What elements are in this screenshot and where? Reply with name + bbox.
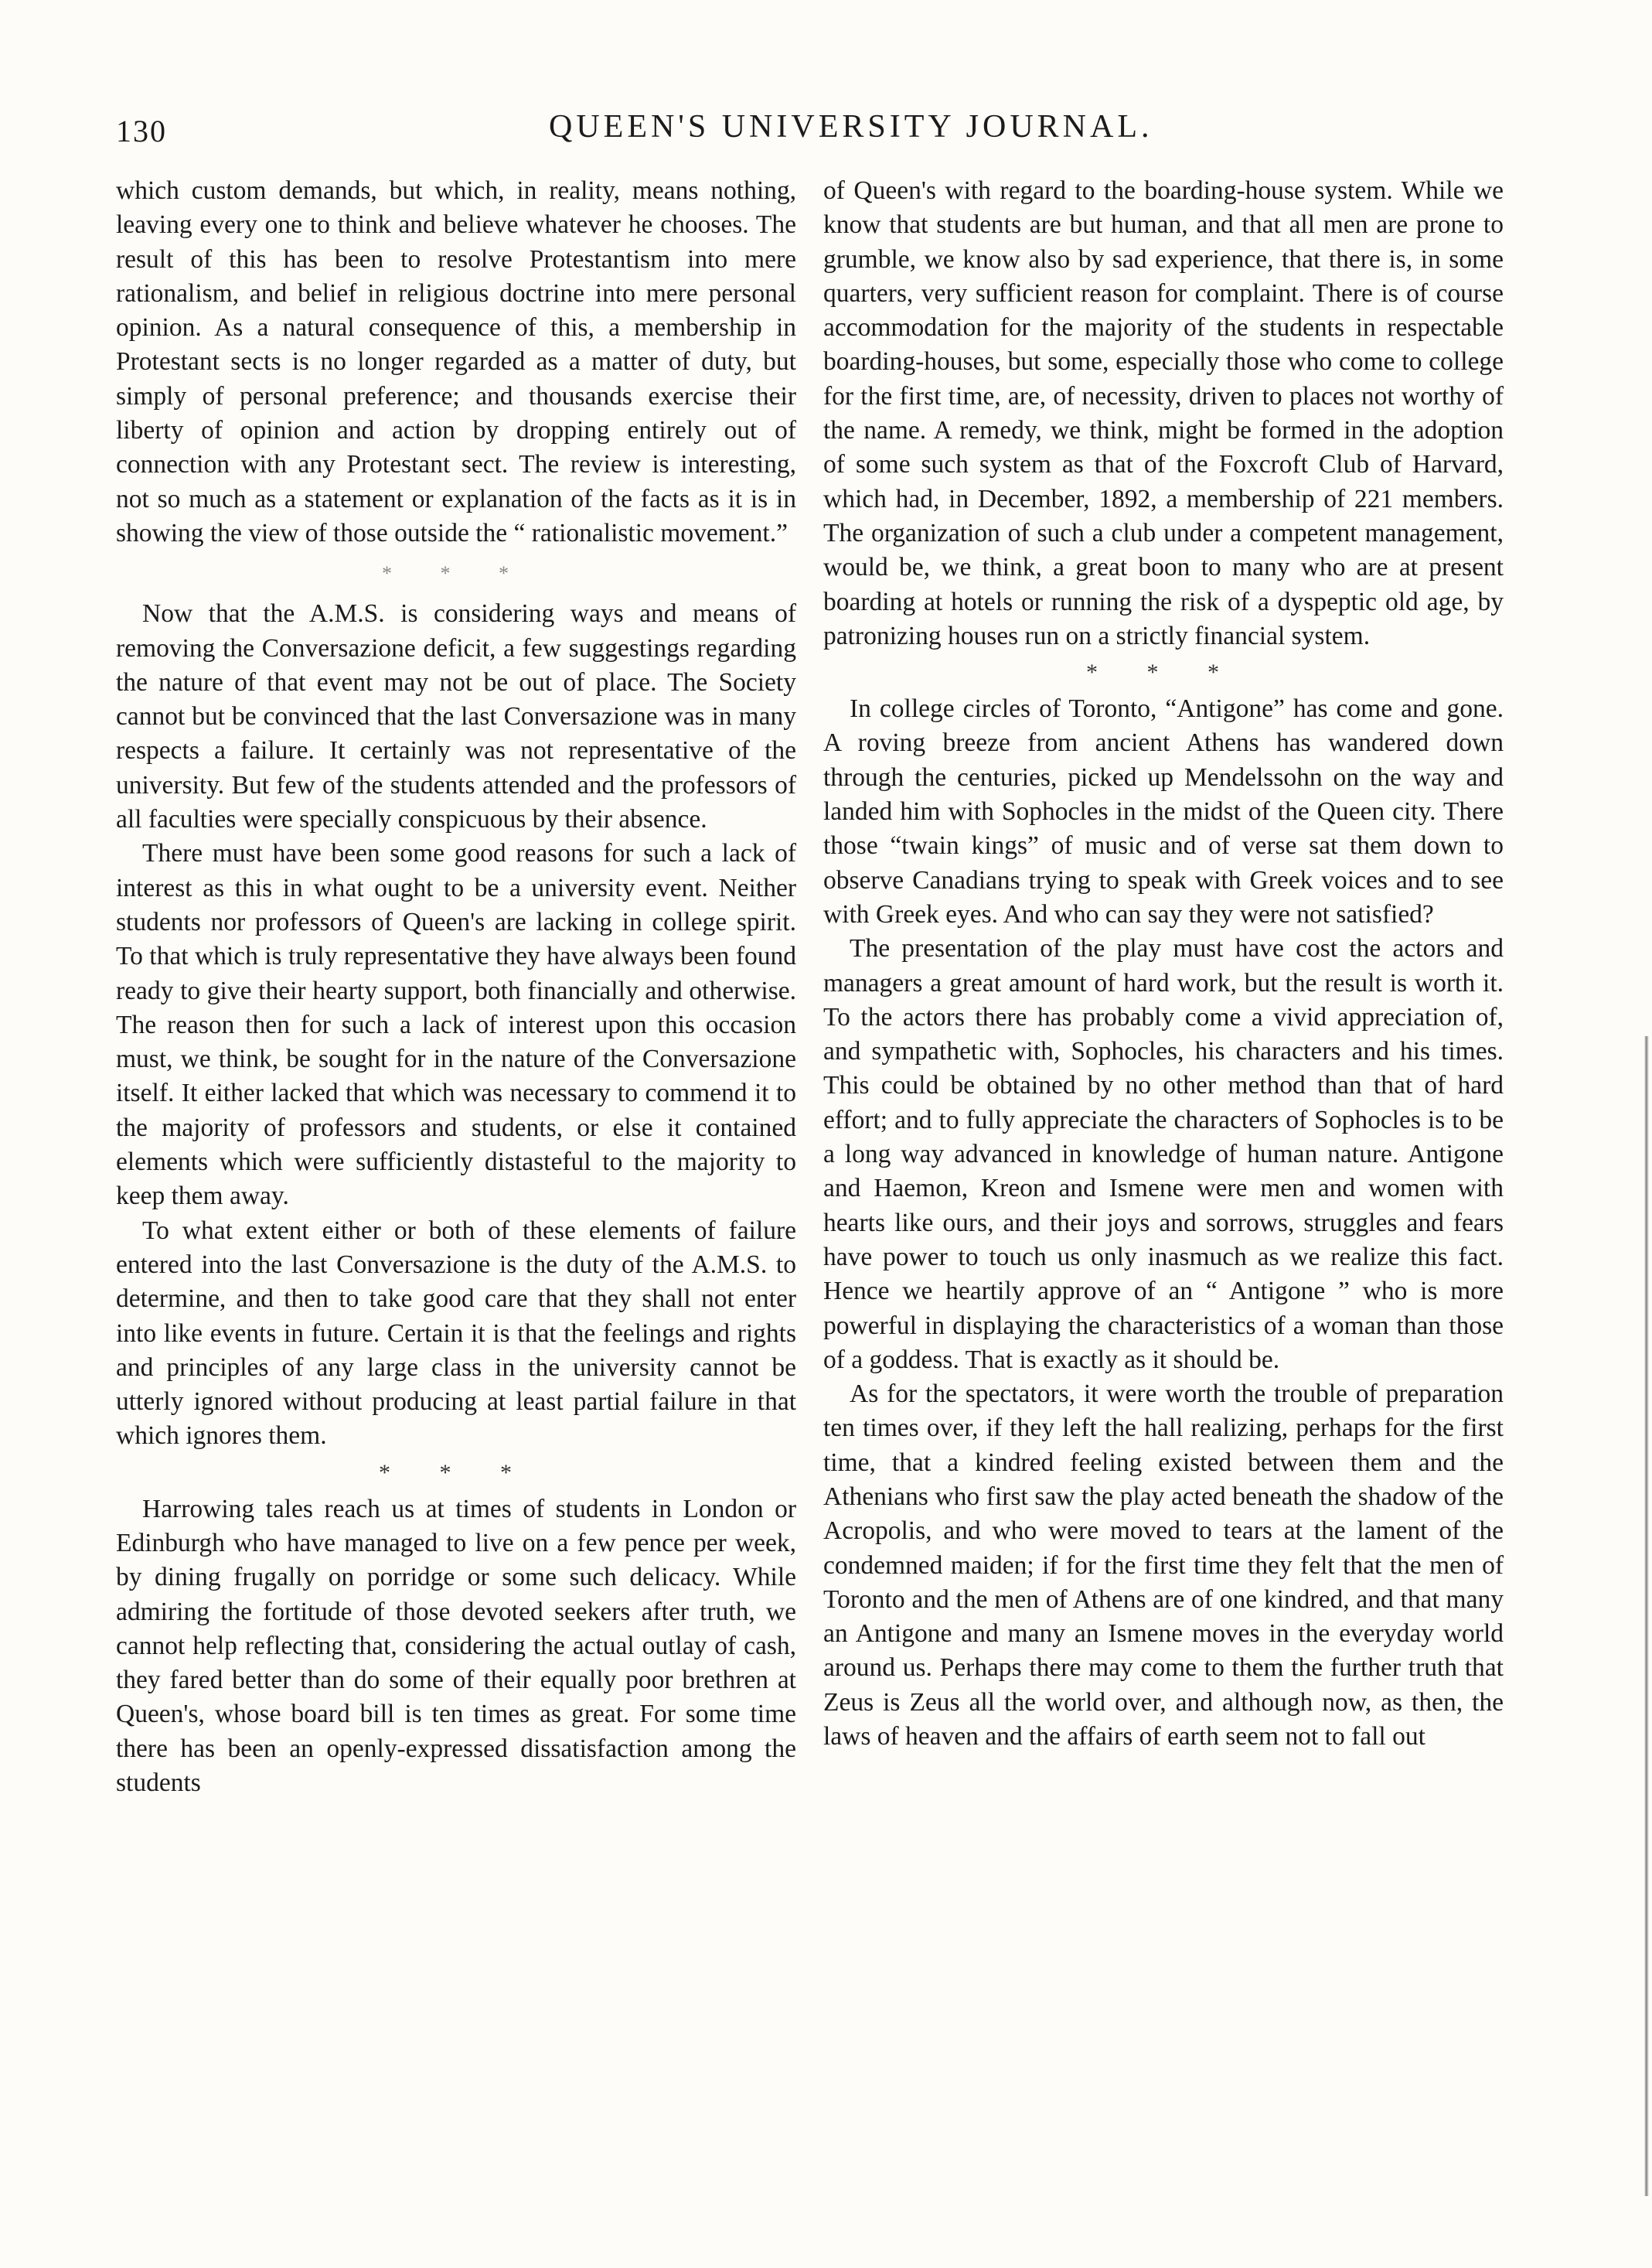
section-separator: * * *	[382, 562, 530, 585]
right-column	[823, 174, 1504, 1754]
paragraph-elements-of-failure: To what extent either or both of these elements of failure entered into the last Conversazione is the duty of the A.M.S. to determine, and then to take good care that they shall not enter into like events in future. Certain it is that the feelings and rights and principles of any large class in the university cannot be utterly ignored without producing at least partial failure in that which ignores them.	[116, 1216, 796, 1451]
page-header	[116, 108, 1531, 155]
paragraph-religion-review: which custom demands, but which, in reality, means nothing, leaving every one to think and believe whatever he chooses. The result of this has been to resolve Protestantism into mere rationalism, and belief in religious doctrine into mere personal opinion. As a natural consequence of this, a membership in Protestant sects is no longer regarded as a matter of duty, but simply of personal preference; and thousands exercise their liberty of opinion and action by dropping entirely out of connection with any Protestant sect. The review is interesting, not so much as a statement or explanation of the facts as it is in showing the view of those outside the “ rationalistic movement.”	[116, 176, 796, 547]
page-edge-shadow	[1644, 1036, 1649, 2196]
left-column	[116, 174, 796, 1800]
paragraph-antigone: In college circles of Toronto, “Antigone” has come and gone. A roving breeze from ancient Athens has wandered down through the centuries, picked up Mendelssohn on the way and landed him with Sophocles in the midst of the Queen city. There those “twain kings” of music and of verse sat them down to observe Canadians trying to speak with Greek voices and to see with Greek eyes. And who can say they were not satisfied?	[823, 694, 1504, 929]
section-separator: * * *	[379, 1459, 533, 1485]
paragraph-lack-of-interest: There must have been some good reasons for such a lack of interest as this in what ought to be a university event. Neither students nor professors of Queen's are lacking in college spirit. To that which is truly representative they have always been found ready to give their hearty support, both financially and otherwise. The reason then for such a lack of interest upon this occasion must, we think, be sought for in the nature of the Conversazione itself. It either lacked that which was necessary to commend it to the majority of professors and students, or else it contained elements which were sufficiently distasteful to the majority to keep them away.	[116, 839, 796, 1211]
section-separator: * * *	[1086, 660, 1241, 686]
page-number: 130	[116, 114, 167, 148]
paragraph-presentation: The presentation of the play must have cost the actors and managers a great amount of hard work, but the result is worth it. To the actors there has probably come a vivid appreciation of, and sympathetic with, Sophocles, his characters and his times. This could be obtained by no other method than that of hard effort; and to fully appreciate the characters of Sophocles is to be a long way advanced in knowledge of human nature. Antigone and Haemon, Kreon and Ismene were men and women with hearts like ours, and their joys and sorrows, struggles and fears have power to touch us only inasmuch as we realize this fact. Hence we heartily approve of an “ Antigone ” who is more powerful in displaying the characteristics of a woman than those of a goddess. That is exactly as it should be.	[823, 934, 1504, 1374]
paragraph-conversazione-deficit: Now that the A.M.S. is considering ways and means of removing the Conversazione deficit, a few suggestings regarding the nature of that event may not be out of place. The Society cannot but be convinced that the last Conversazione was in many respects a failure. It certainly was not representative of the university. But few of the students attended and the professors of all faculties were specially conspicuous by their absence.	[116, 599, 796, 834]
paragraph-harrowing-tales: Harrowing tales reach us at times of students in London or Edinburgh who have managed to live on a few pence per week, by dining frugally on porridge or some such delicacy. While admiring the fortitude of those devoted seekers after truth, we cannot help reflecting that, considering the actual outlay of cash, they fared better than do some of their equally poor brethren at Queen's, whose board bill is ten times as great. For some time there has been an openly-expressed dissatisfaction among the students	[116, 1494, 796, 1798]
journal-title: QUEEN'S UNIVERSITY JOURNAL.	[549, 109, 1153, 145]
paragraph-spectators: As for the spectators, it were worth the trouble of preparation ten times over, if they left the hall realizing, perhaps for the first time, that a kindred feeling existed between them and the Athenians who first saw the play acted beneath the shadow of the Acropolis, and who were moved to tears at the lament of the condemned maiden; if for the first time they felt that the men of Toronto and the men of Athens are of one kindred, and that many an Antigone and many an Ismene moves in the everyday world around us. Perhaps there may come to them the further truth that Zeus is Zeus all the world over, and although now, as then, the laws of heaven and the affairs of earth seem not to fall out	[823, 1380, 1504, 1751]
paragraph-boarding-house: of Queen's with regard to the boarding-house system. While we know that students are but human, and that all men are prone to grumble, we know also by sad experience, that there is, in some quarters, very sufficient reason for complaint. There is of course accommodation for the majority of the students in respectable boarding-houses, but some, especially those who come to college for the first time, are, of necessity, driven to places not worthy of the name. A remedy, we think, might be formed in the adoption of some such system as that of the Foxcroft Club of Harvard, which had, in December, 1892, a membership of 221 members. The organization of such a club under a competent management, would be, we think, a great boon to many who are at present boarding at hotels or running the risk of a dyspeptic old age, by patronizing houses run on a strictly financial system.	[823, 176, 1504, 650]
